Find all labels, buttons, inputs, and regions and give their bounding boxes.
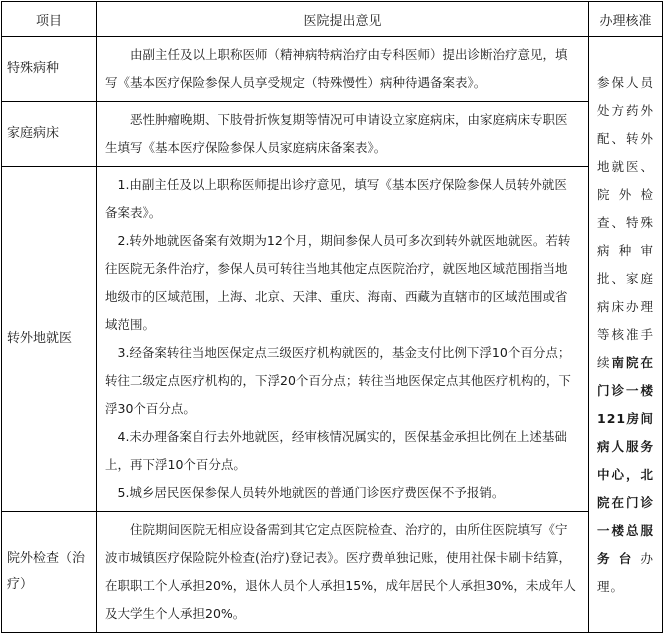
paragraph: 5.城乡居民医保参保人员转外地就医的普通门诊医疗费医保不予报销。 — [117, 485, 505, 500]
row-content-outside-exam — [97, 512, 589, 633]
paragraph: 2.转外地就医备案有效期为12个月，期间参保人员可多次到转外就医地就医。若转往医院无条件治疗，参保人员可转往当地其他定点医院治疗，就医地区域范围指当地地级市的区域范围，上海、北京、天津、重庆、海南、西藏为直辖市的区域范围或省域范围。 — [105, 233, 571, 332]
approval-location: 南院在门诊一楼121房间病人服务中心，北院在门诊一楼总服务台 — [597, 354, 654, 566]
table-row — [2, 37, 663, 102]
paragraph: 住院期间医院无相应设备需到其它定点医院检查、治疗的，由所住医院填写《宁波市城镇医疗保险院外检查(治疗)登记表》。医疗费单独记账，使用社保卡刷卡结算，在职职工个人承担20%，退休人员个人承担15%，成年居民个人承担30%，未成年人及大学生个人承担20%。 — [105, 522, 576, 621]
table-row — [2, 512, 663, 633]
header-opinion: 医院提出意见 — [97, 2, 589, 37]
policy-table — [1, 1, 663, 633]
row-label-home-bed: 家庭病床 — [2, 102, 97, 167]
header-approval: 办理核准 — [589, 2, 663, 37]
paragraph: 1.由副主任及以上职称医师提出诊疗意见，填写《基本医疗保险参保人员转外就医备案表》。 — [105, 177, 567, 220]
paragraph: 恶性肿瘤晚期、下肢骨折恢复期等情况可申请设立家庭病床，由家庭病床专职医生填写《基本医疗保险参保人员家庭病床备案表》。 — [105, 112, 568, 155]
row-label-outside-exam: 院外检查（治疗） — [2, 512, 97, 633]
paragraph: 3.经备案转往当地医保定点三级医疗机构就医的，基金支付比例下浮10个百分点；转往二级定点医疗机构的，下浮20个百分点；转往当地医保定点其他医疗机构的，下浮30个百分点。 — [105, 345, 571, 416]
table-row — [2, 167, 663, 512]
row-label-transfer: 转外地就医 — [2, 167, 97, 512]
row-content-home-bed — [97, 102, 589, 167]
paragraph: 由副主任及以上职称医师（精神病特病治疗由专科医师）提出诊断治疗意见，填写《基本医疗保险参保人员享受规定（特殊慢性）病种待遇备案表》。 — [105, 47, 568, 90]
table-header-row — [2, 2, 663, 37]
approval-text: 参保人员处方药外配、转外地就医、院外检查、特殊病种审批、家庭病床办理等核准手续 — [597, 74, 654, 370]
row-label-special-disease: 特殊病种 — [2, 37, 97, 102]
approval-cell — [589, 37, 663, 633]
paragraph: 4.未办理备案自行去外地就医，经审核情况属实的，医保基金承担比例在上述基础上，再下浮10个百分点。 — [105, 429, 567, 472]
table-row — [2, 102, 663, 167]
row-content-special-disease — [97, 37, 589, 102]
approval-suffix: 办理。 — [597, 550, 654, 594]
header-item: 项目 — [2, 2, 97, 37]
row-content-transfer — [97, 167, 589, 512]
